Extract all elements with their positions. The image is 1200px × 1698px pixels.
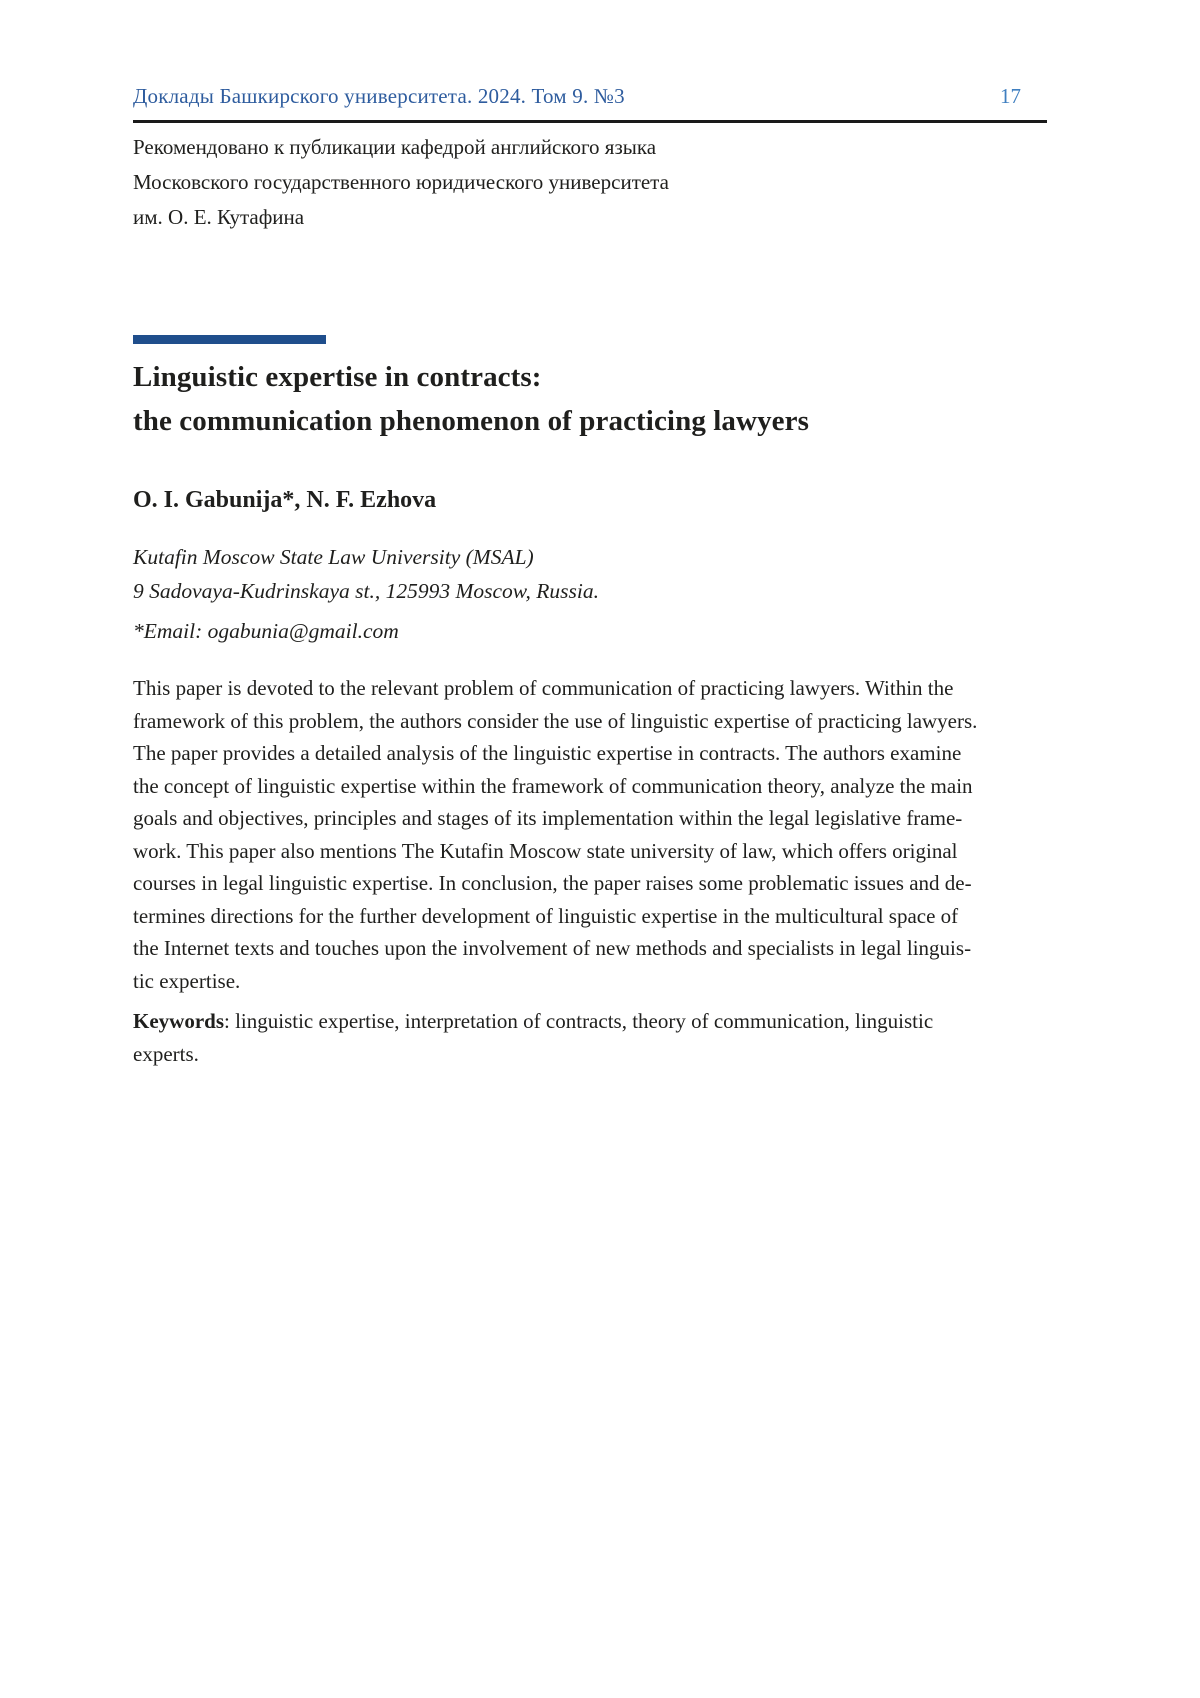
abstract-line: This paper is devoted to the relevant problem of communication of practicing lawyers. Within the [133,676,954,700]
article-title-line: the communication phenomenon of practicing lawyers [133,405,809,437]
abstract-line: tic expertise. [133,968,241,993]
abstract-line: goals and objectives, principles and stages of its implementation within the legal legislative frame- [133,806,963,830]
abstract-line: framework of this problem, the authors consider the use of linguistic expertise of practicing lawyers. [133,708,978,733]
abstract-line: termines directions for the further development of linguistic expertise in the multicultural space of [133,903,959,928]
header-divider-rule [133,120,1047,123]
recommendation-block [133,130,1047,235]
page-header [133,84,1047,109]
keywords-text: : linguistic expertise, interpretation of contracts, theory of communication, linguistic [224,1009,934,1033]
affiliation-block [133,540,1047,608]
article-title [133,355,1133,443]
article-title-line: Linguistic expertise in contracts: [133,361,542,393]
keywords-label: Keywords [133,1009,224,1033]
abstract-line: work. This paper also mentions The Kutafin Moscow state university of law, which offers original [133,838,958,863]
accent-bar [133,335,326,344]
keywords-line-1 [133,1005,1067,1038]
abstract-line: courses in legal linguistic expertise. In conclusion, the paper raises some problematic issues and de- [133,871,972,895]
abstract-line: the concept of linguistic expertise within the framework of communication theory, analyze the main [133,773,973,798]
recommendation-line: Рекомендовано к публикации кафедрой английского языка [133,135,657,159]
affiliation-line: 9 Sadovaya-Kudrinskaya st., 125993 Moscow, Russia. [133,579,599,603]
affiliation-line: Kutafin Moscow State Law University (MSAL) [133,545,534,569]
page-number: 17 [1000,84,1021,108]
abstract-line: the Internet texts and touches upon the involvement of new methods and specialists in legal linguis- [133,936,972,960]
email-line: *Email: ogabunia@gmail.com [133,619,399,643]
recommendation-line: им. О. Е. Кутафина [133,205,305,229]
authors-line: O. I. Gabunija*, N. F. Ezhova [133,487,437,513]
journal-header-title: Доклады Башкирского университета. 2024. Том 9. №3 [133,84,625,108]
keywords-line-2: experts. [133,1041,199,1066]
abstract-line: The paper provides a detailed analysis of the linguistic expertise in contracts. The authors examine [133,741,962,765]
recommendation-line: Московского государственного юридического университета [133,170,669,194]
abstract-block [133,672,1067,997]
keywords-block [133,1005,1067,1070]
